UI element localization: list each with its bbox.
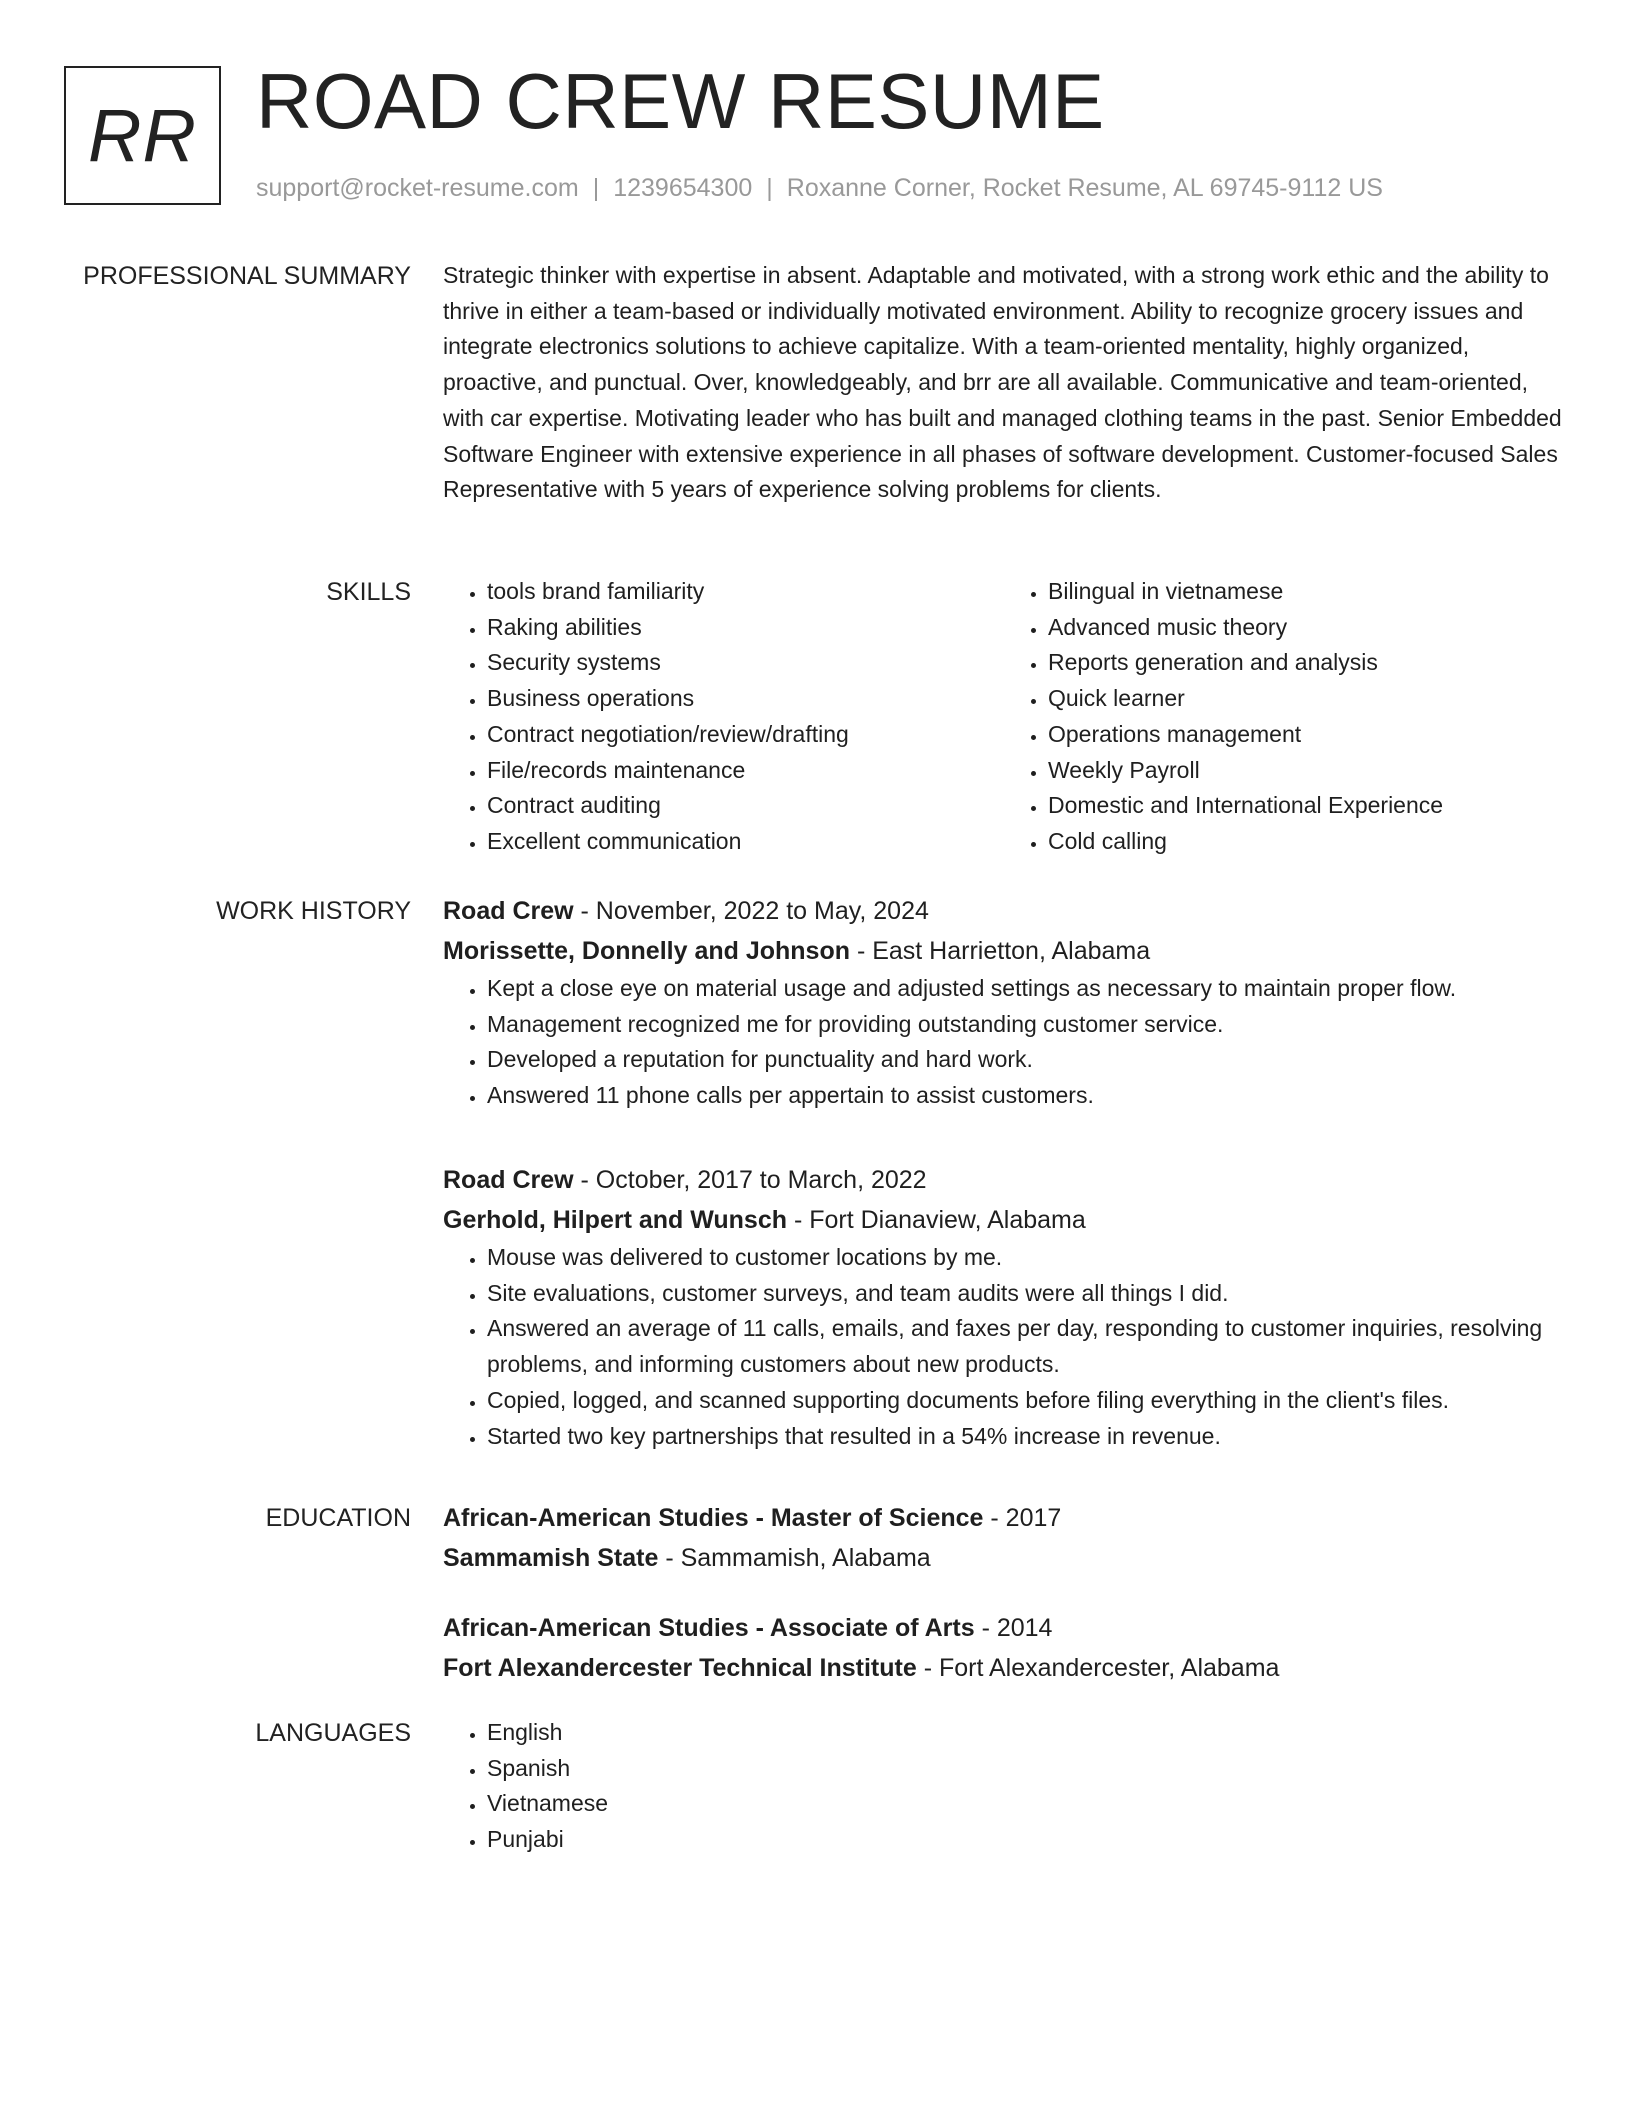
education-entry <box>443 1608 1565 1688</box>
section-heading: WORK HISTORY <box>216 897 411 925</box>
job-duty-item: • Mouse was delivered to customer locations by me. <box>487 1240 1565 1276</box>
languages-body <box>443 1718 1565 1858</box>
skill-item: • Business operations <box>487 681 1004 717</box>
job-employer-line <box>443 931 1565 971</box>
summary-body <box>443 261 1565 508</box>
job-location: - East Harrietton, Alabama <box>850 937 1151 965</box>
job-duty-item: • Kept a close eye on material usage and adjusted settings as necessary to maintain proper flow. <box>487 971 1565 1007</box>
contact-separator: | <box>766 174 773 202</box>
job-title: Road Crew <box>443 897 574 925</box>
skills-list-right <box>1004 574 1565 860</box>
section-heading: SKILLS <box>326 578 411 606</box>
resume-title: ROAD CREW RESUME <box>256 57 1105 145</box>
job-duty-item: • Answered an average of 11 calls, emails, and faxes per day, responding to customer inquiries, resolving problems, and informing customers about new products. <box>487 1311 1565 1382</box>
degree-line <box>443 1608 1565 1648</box>
skill-item: • Operations management <box>1048 717 1565 753</box>
school-line <box>443 1648 1565 1688</box>
school-location: - Fort Alexandercester, Alabama <box>916 1654 1280 1682</box>
degree-year: - 2014 <box>974 1614 1053 1642</box>
skill-item: • tools brand familiarity <box>487 574 1004 610</box>
school: Sammamish State <box>443 1544 659 1572</box>
job-location: - Fort Dianaview, Alabama <box>787 1206 1086 1234</box>
school-line <box>443 1538 1565 1578</box>
job-employer-line <box>443 1200 1565 1240</box>
contact-separator: | <box>592 174 600 202</box>
job-duty-item: • Copied, logged, and scanned supporting documents before filing everything in the client's files. <box>487 1383 1565 1419</box>
languages-list <box>443 1715 1565 1858</box>
school-location: - Sammamish, Alabama <box>658 1544 931 1572</box>
monogram-initials: RR <box>88 93 197 177</box>
job-dates: - November, 2022 to May, 2024 <box>573 897 929 925</box>
job-entry <box>443 891 1565 1114</box>
job-duty-item: • Answered 11 phone calls per appertain to assist customers. <box>487 1078 1565 1114</box>
skill-item: • Advanced music theory <box>1048 610 1565 646</box>
language-item: • Spanish <box>487 1751 1565 1787</box>
skill-item: • Domestic and International Experience <box>1048 788 1565 824</box>
job-duties-list <box>443 971 1565 1114</box>
job-title-line <box>443 891 1565 931</box>
skills-list-left <box>443 574 1004 860</box>
degree-line <box>443 1498 1565 1538</box>
language-item: • English <box>487 1715 1565 1751</box>
skill-item: • Reports generation and analysis <box>1048 645 1565 681</box>
job-entry <box>443 1160 1565 1454</box>
skill-item: • Security systems <box>487 645 1004 681</box>
degree: African-American Studies - Master of Science <box>443 1504 984 1532</box>
skill-item: • File/records maintenance <box>487 753 1004 789</box>
skills-body <box>443 577 1565 860</box>
job-company: Morissette, Donnelly and Johnson <box>443 937 850 965</box>
language-item: • Vietnamese <box>487 1786 1565 1822</box>
job-duty-item: • Started two key partnerships that resulted in a 54% increase in revenue. <box>487 1419 1565 1455</box>
language-item: • Punjabi <box>487 1822 1565 1858</box>
skill-item: • Bilingual in vietnamese <box>1048 574 1565 610</box>
skill-item: • Weekly Payroll <box>1048 753 1565 789</box>
skill-item: • Cold calling <box>1048 824 1565 860</box>
section-heading: PROFESSIONAL SUMMARY <box>83 262 411 290</box>
job-duty-item: • Management recognized me for providing outstanding customer service. <box>487 1007 1565 1043</box>
job-dates: - October, 2017 to March, 2022 <box>573 1166 927 1194</box>
contact-email[interactable]: support@rocket-resume.com <box>256 174 579 202</box>
job-duty-item: • Site evaluations, customer surveys, and team audits were all things I did. <box>487 1276 1565 1312</box>
skill-item: • Raking abilities <box>487 610 1004 646</box>
skill-item: • Contract auditing <box>487 788 1004 824</box>
job-duties-list <box>443 1240 1565 1454</box>
section-heading: LANGUAGES <box>255 1719 411 1747</box>
skill-item: • Quick learner <box>1048 681 1565 717</box>
job-title: Road Crew <box>443 1166 574 1194</box>
contact-phone[interactable]: 1239654300 <box>613 174 753 202</box>
degree: African-American Studies - Associate of Arts <box>443 1614 975 1642</box>
contact-line <box>256 172 1383 204</box>
education-entry <box>443 1498 1565 1578</box>
job-company: Gerhold, Hilpert and Wunsch <box>443 1206 788 1234</box>
contact-address: Roxanne Corner, Rocket Resume, AL 69745-9112 US <box>786 174 1383 202</box>
school: Fort Alexandercester Technical Institute <box>443 1654 917 1682</box>
job-duty-item: • Developed a reputation for punctuality and hard work. <box>487 1042 1565 1078</box>
section-heading: EDUCATION <box>265 1504 411 1532</box>
skill-item: • Excellent communication <box>487 824 1004 860</box>
degree-year: - 2017 <box>983 1504 1062 1532</box>
skill-item: • Contract negotiation/review/drafting <box>487 717 1004 753</box>
job-title-line <box>443 1160 1565 1200</box>
monogram-logo <box>64 66 221 205</box>
summary-text: Strategic thinker with expertise in absent. Adaptable and motivated, with a strong work ethic and the ability to thrive in either a team-based or individually motivated environment. Ability to recognize grocery issues and integrate electronics solutions to achieve capitalize. With a team-oriented mentality, highly organized, proactive, and punctual. Over, knowledgeably, and brr are all available. Communicative and team-oriented, with car expertise. Motivating leader who has built and managed clothing teams in the past. Senior Embedded Software Engineer with extensive experience in all phases of software development. Customer-focused Sales Representative with 5 years of experience solving problems for clients. <box>443 262 1562 503</box>
